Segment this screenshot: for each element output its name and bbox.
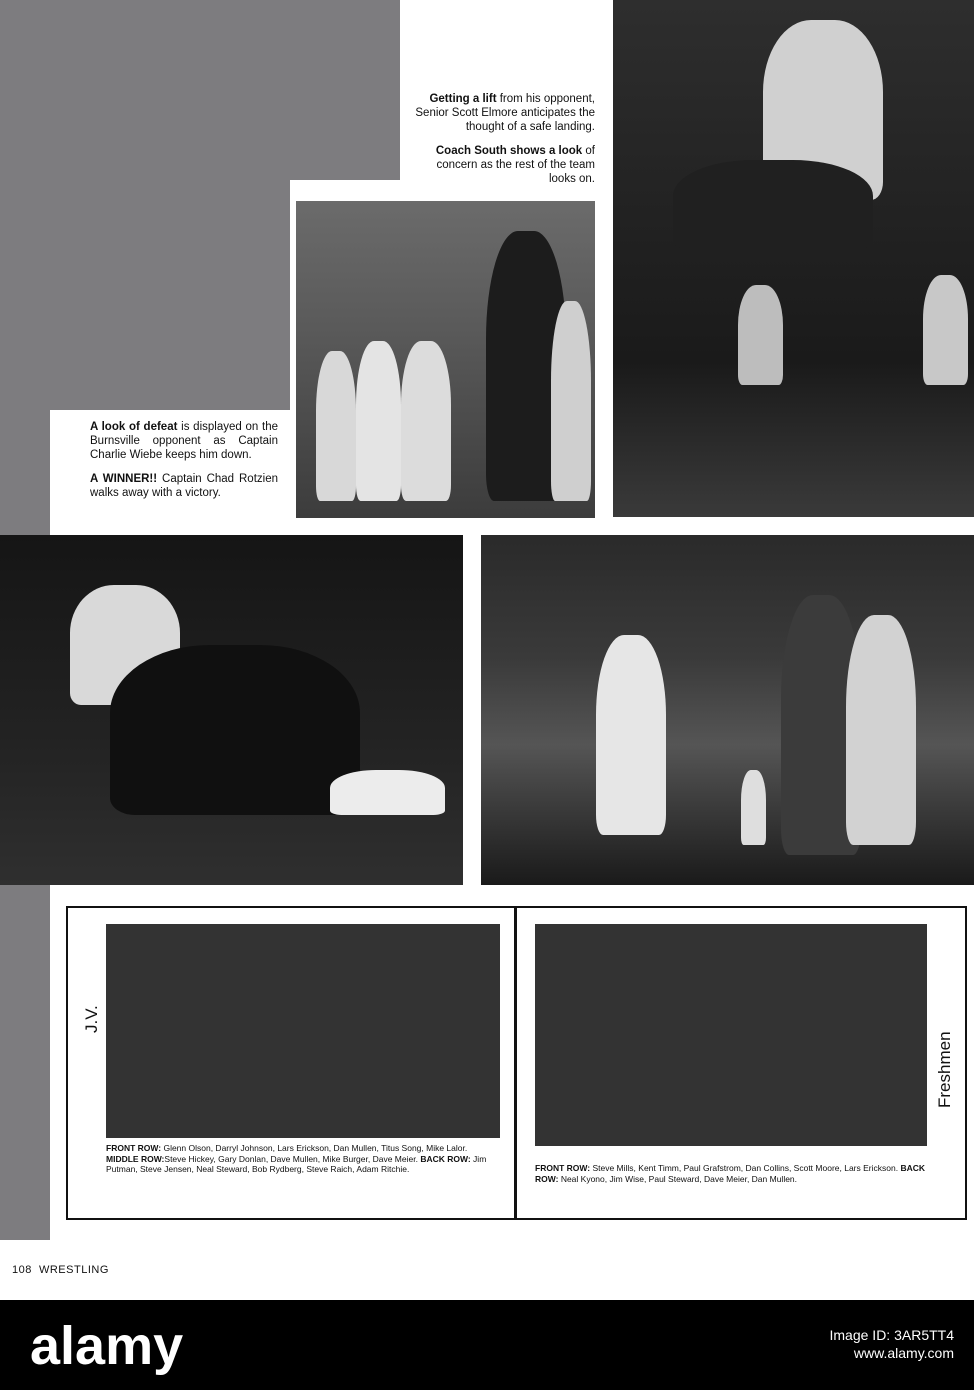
caption-defeat-and-winner [90, 420, 278, 510]
section-name: WRESTLING [38, 1264, 109, 1276]
freshmen-team-photo [535, 924, 927, 1146]
gray-panel-bottom [0, 885, 50, 1240]
caption-winner-text: Captain Chad Rotzien walks away with a victory. [90, 473, 278, 499]
freshmen-front-label: FRONT ROW: [535, 1163, 591, 1173]
caption-lift-and-coach [409, 92, 595, 196]
watermark-id [830, 1326, 955, 1362]
watermark-image-id: Image ID: 3AR5TT4 [829, 1327, 954, 1343]
photo-winner [481, 535, 974, 885]
photo-defeat [0, 535, 463, 885]
caption-winner-lead: A WINNER!! [90, 473, 158, 485]
freshmen-team-box [515, 906, 967, 1220]
jv-label: J.V. [82, 1005, 101, 1033]
jv-team-photo [106, 924, 500, 1138]
gray-panel-left [0, 410, 50, 540]
jv-middle-names: Steve Hickey, Gary Donlan, Dave Mullen, Mike Burger, Dave Meier. [164, 1153, 418, 1164]
page-folio [12, 1264, 109, 1276]
gray-panel-top [0, 0, 400, 180]
jv-back-names: Jim Putman, Steve Jensen, Neal Steward, Bob Rydberg, Steve Raich, Adam Ritchie. [106, 1153, 487, 1174]
caption-defeat-text: is displayed on the Burnsville opponent as Captain Charlie Wiebe keeps him down. [90, 421, 278, 461]
watermark-brand: alamy [30, 1316, 184, 1376]
freshmen-back-label: BACK ROW: [535, 1163, 926, 1184]
gray-panel-mid [0, 180, 290, 410]
freshmen-back-names: Neal Kyono, Jim Wise, Paul Steward, Dave Meier, Dan Mullen. [558, 1173, 798, 1184]
jv-roster [106, 1143, 500, 1175]
caption-coach-text: of concern as the rest of the team looks on. [436, 145, 595, 185]
photo-lift [613, 0, 974, 517]
page-number: 108 [12, 1264, 32, 1276]
caption-defeat-lead: A look of defeat [90, 421, 178, 433]
watermark-site: www.alamy.com [853, 1345, 954, 1361]
jv-team-box [66, 906, 516, 1220]
caption-lift-text: from his opponent, Senior Scott Elmore anticipates the thought of a safe landing. [415, 93, 595, 133]
freshmen-front-names: Steve Mills, Kent Timm, Paul Grafstrom, Dan Collins, Scott Moore, Lars Erickson. [590, 1163, 899, 1173]
caption-lift-lead: Getting a lift [429, 93, 497, 105]
jv-front-label: FRONT ROW: [106, 1143, 162, 1153]
freshmen-label: Freshmen [935, 1031, 954, 1108]
watermark-bar [0, 1300, 974, 1390]
caption-coach-lead: Coach South shows a look [435, 145, 583, 157]
jv-middle-label: MIDDLE ROW: [106, 1153, 165, 1164]
jv-back-label: BACK ROW: [420, 1153, 471, 1164]
freshmen-roster [535, 1163, 927, 1184]
photo-coach-bench [296, 201, 595, 518]
jv-front-names: Glenn Olson, Darryl Johnson, Lars Erickson, Dan Mullen, Titus Song, Mike Lalor. [161, 1143, 468, 1153]
